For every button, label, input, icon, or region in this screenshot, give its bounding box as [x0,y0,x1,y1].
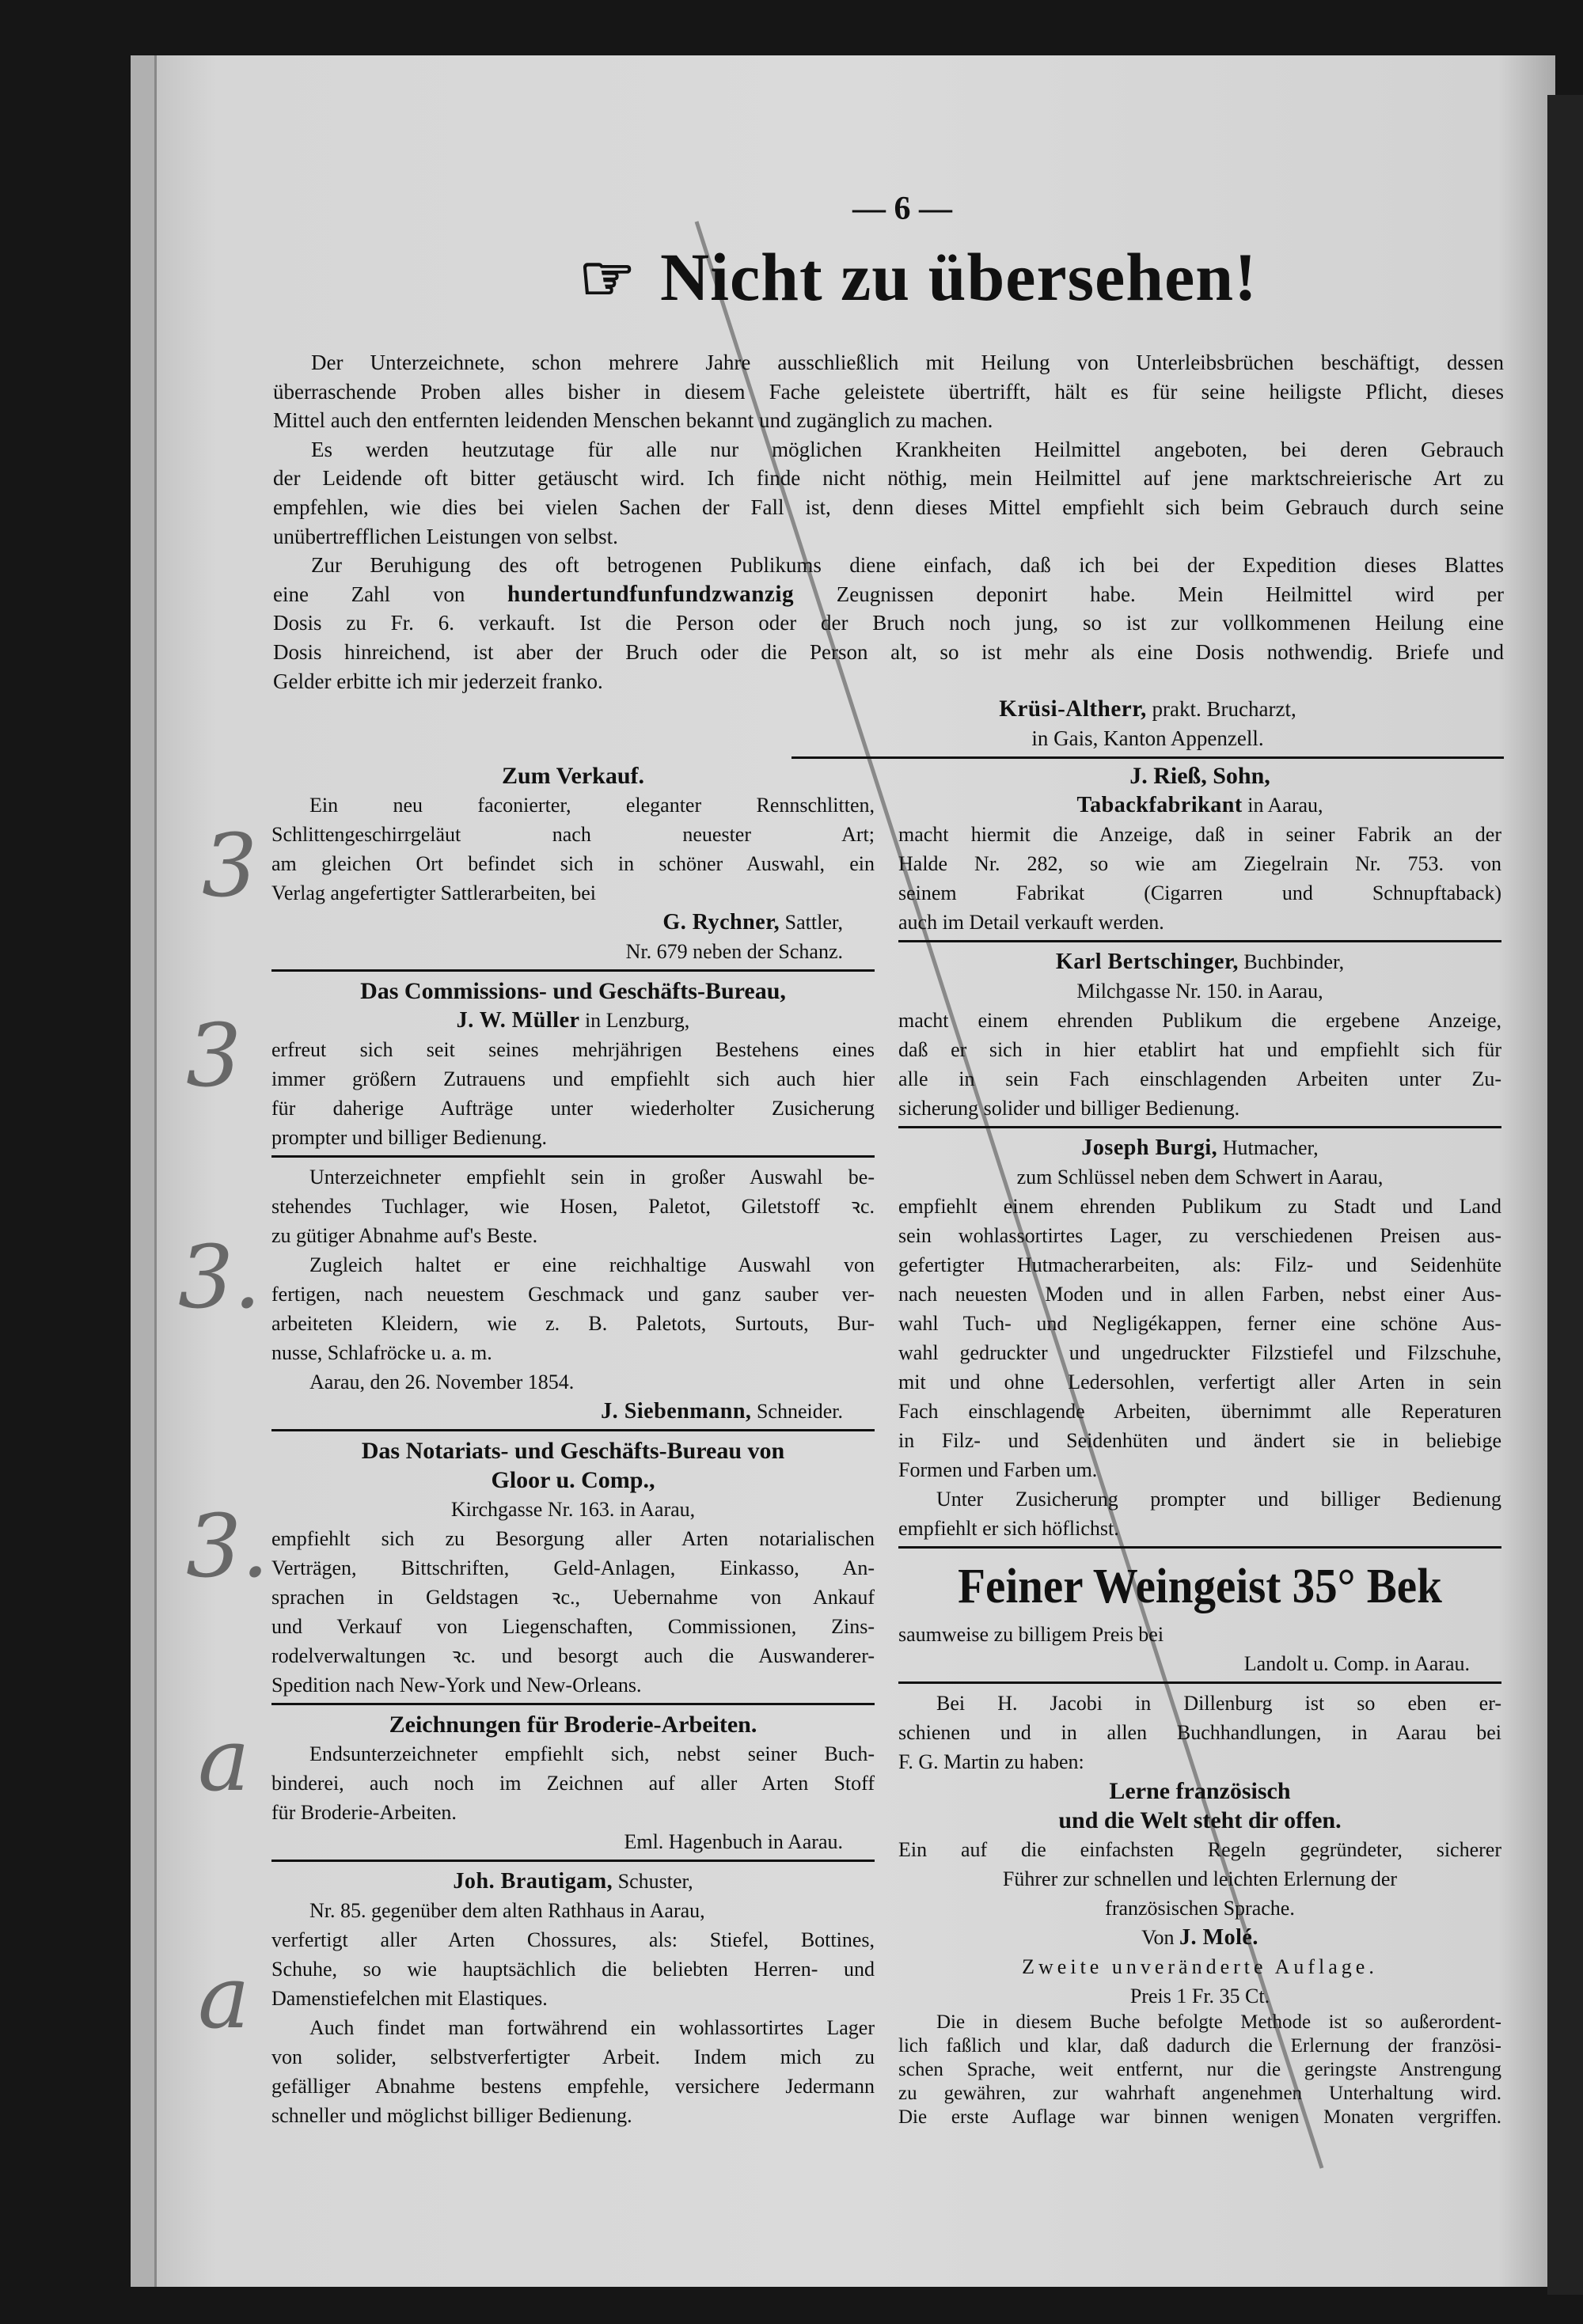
text-line [271,1006,875,1035]
divider [271,1155,875,1158]
text-line: französischen Sprache. [1105,1897,1295,1920]
margin-mark: 3. [186,1496,269,1597]
text-line: unübertrefflichen Leistungen von selbst. [273,524,618,548]
text-line: Zweite unveränderte Auflage. [1022,1955,1378,1978]
text-line: erfreut sich seit seines mehrjährigen Bestehens eines [271,1038,875,1061]
text-line: Ein auf die einfachsten Regeln gegründeter, sicherer [898,1838,1501,1861]
advertiser-name: J. Molé. [1179,1925,1258,1950]
text-line: und die Welt steht dir offen. [1058,1807,1342,1833]
page-number: — 6 — [852,191,952,227]
text-line: empfehlen, wie dies bei vielen Sachen der Fall ist, denn dieses Mittel empfiehlt sich beim Gebrauch durch seine [273,495,1504,519]
text-line: zum Schlüssel neben dem Schwert in Aarau, [1016,1166,1384,1189]
text-span: Von [1141,1926,1180,1949]
text-line: gefälliger Abnahme bestens empfehle, versichere Jedermann [271,2075,875,2098]
text-line: zu gütiger Abnahme auf's Beste. [271,1224,538,1247]
margin-mark: 3. [178,1226,261,1328]
text-span: Zeugnissen deponirt habe. Mein Heilmittel wird per [794,582,1505,606]
advertiser-name: Joseph Burgi, [1081,1135,1218,1160]
advertisement [898,1133,1501,1543]
advertiser-name: Karl Bertschinger, [1055,950,1239,974]
text-line: immer größern Zutrauens und empfiehlt sich auch hier [271,1067,875,1090]
text-line: Verlag angefertigter Sattlerarbeiten, bei [271,881,597,904]
text-span: Sattler, [780,911,843,934]
advertisement [898,1553,1501,1678]
text-line: Dosis zu Fr. 6. verkauft. Ist die Person oder der Bruch noch jung, so ist zur vollkommenen Heilung eine [273,611,1504,635]
margin-mark: a [198,1709,250,1810]
text-line: Gelder erbitte ich mir jederzeit franko. [273,669,603,693]
text-line: in Filz- und Seidenhüten und ändert sie in beliebige [898,1429,1501,1452]
text-line: verfertigt aller Arten Chossures, als: Stiefel, Bottines, [271,1928,875,1951]
text-line: Unter Zusicherung prompter und billiger Bedienung [936,1488,1501,1511]
text-line: macht einem ehrenden Publikum die ergebene Anzeige, [898,1009,1501,1032]
text-line: zu gewähren, zur wahrhaft angenehmen Unterhaltung wird. [898,2083,1501,2104]
text-line: der Leidende oft bitter getäuscht wird. Ich finde nicht nöthig, mein Heilmittel auf jene marktschreierische Art zu [273,466,1504,491]
advertisement [271,1436,875,1700]
text-span: prakt. Brucharzt, [1146,697,1296,721]
text-line: Preis 1 Fr. 35 Ct. [1129,1985,1270,2007]
divider [898,1681,1501,1684]
text-line: auch im Detail verkauft werden. [898,911,1164,934]
text-line: sprachen in Geldstagen ꝛc., Uebernahme von Ankauf [271,1586,875,1609]
advertiser-name: Joh. Brautigam, [453,1869,613,1894]
text-line: wahl Tuch- und Negligékappen, ferner eine schöne Aus- [898,1312,1501,1335]
notice-heilmittel [273,348,1504,696]
text-line: binderei, auch noch im Zeichnen auf aller Arten Stoff [271,1772,875,1795]
margin-mark: 3 [186,1005,241,1106]
text-line: Bei H. Jacobi in Dillenburg ist so eben er- [936,1692,1501,1715]
text-line [273,580,1504,609]
text-line: von solider, selbstverfertigter Arbeit. Indem mich zu [271,2045,875,2068]
text-line: wahl gedruckter und ungedruckter Filzstiefel und Filzschuhe, [898,1341,1501,1364]
text-span: in Lenzburg, [579,1009,690,1032]
text-line: nach neuesten Moden und in allen Farben, nebst einer Aus- [898,1283,1501,1306]
text-line: empfiehlt sich zu Besorgung aller Arten notarialischen [271,1527,875,1550]
text-line: Lerne französisch [1109,1778,1291,1804]
text-line: Nr. 85. gegenüber dem alten Rathhaus in Aarau, [309,1899,705,1922]
left-column [271,761,875,2130]
text-line: überraschende Proben alles bisher in diesem Fache geleistete übertrifft, hält es für seine heiligste Pflicht, dieses [273,379,1504,404]
divider [898,940,1501,942]
text-line [792,695,1504,724]
text-line: macht hiermit die Anzeige, daß in seiner Fabrik an der [898,823,1501,846]
advertiser-name: Krüsi-Altherr, [999,696,1147,722]
advertisement [898,761,1501,937]
text-line: arbeiteten Kleidern, wie z. B. Paletots, Surtouts, Bur- [271,1312,875,1335]
text-line: Zum Verkauf. [501,763,645,789]
divider [271,1703,875,1705]
text-line: Zugleich haltet er eine reichhaltige Auswahl von [309,1253,875,1276]
margin-mark: a [198,1947,250,2048]
text-line: schen Sprache, weit entfernt, nur die geringste Anstrengung [898,2059,1501,2080]
divider [898,1546,1501,1549]
text-line: Landolt u. Comp. in Aarau. [1243,1652,1470,1675]
text-line: rodelverwaltungen ꝛc. und besorgt auch die Auswanderer- [271,1644,875,1667]
text-line: Gloor u. Comp., [491,1467,655,1493]
right-column [898,761,1501,2129]
advertisement [271,1867,875,2130]
text-line: Fach einschlagende Arbeiten, übernimmt alle Reperaturen [898,1400,1501,1423]
advertisement [898,947,1501,1123]
text-line: fertigen, nach neuestem Geschmack und ganz sauber ver- [271,1283,875,1306]
text-span: eine Zahl von [273,582,508,606]
text-span: Schuster, [613,1870,693,1893]
advertisement [898,1689,1501,2129]
text-line [271,1397,875,1426]
text-line: gefertigter Hutmacherarbeiten, als: Filz- und Seidenhüte [898,1253,1501,1276]
text-line: Zeichnungen für Broderie-Arbeiten. [389,1712,757,1738]
divider [271,969,875,972]
text-line: Unterzeichneter empfiehlt sein in großer Auswahl be- [309,1166,875,1189]
divider [271,1429,875,1431]
text-line: Mittel auch den entfernten leidenden Menschen bekannt und zugänglich zu machen. [273,408,993,433]
text-line [898,790,1501,820]
text-line: stehendes Tuchlager, wie Hosen, Paletot, Giletstoff ꝛc. [271,1195,875,1218]
text-line: Feiner Weingeist 35° Bek [958,1560,1442,1613]
advertiser-name: J. Siebenmann, [601,1399,752,1424]
text-line: Zur Beruhigung des oft betrogenen Publikums diene einfach, daß ich bei der Expedition dieses Blattes [311,553,1504,578]
text-line: empfiehlt er sich höflichst. [898,1517,1119,1540]
title-text: Nicht zu übersehen! [659,239,1258,315]
page-title [443,237,1393,317]
pointing-hand-icon: ☞ [579,245,636,314]
text-line: J. Rieß, Sohn, [1129,763,1270,789]
text-line: Das Notariats- und Geschäfts-Bureau von [361,1438,785,1464]
text-line: Führer zur schnellen und leichten Erlernung der [1002,1867,1398,1890]
text-line: Die erste Auflage war binnen wenigen Monaten vergriffen. [898,2106,1501,2128]
text-line: Aarau, den 26. November 1854. [309,1371,575,1393]
text-line: prompter und billiger Bedienung. [271,1126,548,1149]
text-line: am gleichen Ort befindet sich in schöner Auswahl, ein [271,852,875,875]
text-line: Ein neu faconierter, eleganter Rennschlitten, [309,794,875,817]
divider [898,1126,1501,1128]
advertisement [271,976,875,1152]
text-line: Schuhe, so wie hauptsächlich die beliebten Herren- und [271,1958,875,1981]
text-line [898,947,1501,976]
text-line: sicherung solider und billiger Bedienung. [898,1097,1240,1120]
text-line: Nr. 679 neben der Schanz. [625,940,843,963]
text-line: F. G. Martin zu haben: [898,1750,1084,1773]
text-line: Dosis hinreichend, ist aber der Bruch oder die Person alt, so ist mehr als eine Dosis nothwendig. Briefe und [273,639,1504,664]
text-line: sein wohlassortirtes Lager, zu verschiedenen Preisen aus- [898,1224,1501,1247]
advertiser-name: hundertundfunfundzwanzig [507,581,795,607]
advertiser-name: Tabackfabrikant [1076,793,1243,817]
text-line: Spedition nach New-York und New-Orleans. [271,1674,642,1697]
text-line: Der Unterzeichnete, schon mehrere Jahre ausschließlich mit Heilung von Unterleibsbrüchen beschäftigt, dessen [311,351,1504,374]
text-line: Schlittengeschirrgeläut nach neuester Art; [271,823,875,846]
advertiser-name: G. Rychner, [662,910,780,935]
text-line: mit und ohne Ledersohlen, verfertigt aller Arten in sein [898,1371,1501,1393]
text-line: Milchgasse Nr. 150. in Aarau, [1076,980,1323,1003]
text-line: empfiehlt einem ehrenden Publikum zu Stadt und Land [898,1195,1501,1218]
text-line: schneller und möglichst billiger Bedienung. [271,2104,632,2127]
text-line: lich faßlich und klar, daß dadurch die Erlernung der französi- [898,2035,1501,2057]
advertisement [271,1162,875,1426]
text-line: schienen und in allen Buchhandlungen, in Aarau bei [898,1721,1501,1744]
text-span: Buchbinder, [1238,950,1345,973]
advertiser-name: J. W. Müller [456,1008,580,1033]
advertisement [271,1710,875,1856]
text-line [898,1923,1501,1952]
text-line: Endsunterzeichneter empfiehlt sich, nebst seiner Buch- [309,1742,875,1765]
text-line: Auch findet man fortwährend ein wohlassortirtes Lager [309,2016,875,2039]
margin-mark: 3 [202,815,257,916]
text-line: Halde Nr. 282, so wie am Ziegelrain Nr. 753. von [898,852,1501,875]
divider [792,756,1504,759]
text-line: saumweise zu billigem Preis bei [898,1623,1164,1646]
text-line: Damenstiefelchen mit Elastiques. [271,1987,548,2010]
text-line: für Broderie-Arbeiten. [271,1801,457,1824]
text-span: Schneider. [751,1400,843,1423]
text-line: Kirchgasse Nr. 163. in Aarau, [450,1498,696,1521]
divider [271,1860,875,1862]
text-line [271,908,875,937]
text-line: seinem Fabrikat (Cigarren und Schnupftaback) [898,881,1501,904]
text-span: in Aarau, [1242,794,1323,817]
text-line: Eml. Hagenbuch in Aarau. [624,1830,843,1853]
text-line: Es werden heutzutage für alle nur möglichen Krankheiten Heilmittel angeboten, bei deren Gebrauch [311,437,1504,461]
text-span: Hutmacher, [1217,1136,1319,1159]
text-line: nusse, Schlafröcke u. a. m. [271,1341,492,1364]
text-line [898,1133,1501,1162]
text-line: Formen und Farben um. [898,1458,1098,1481]
text-line [271,1867,875,1896]
text-line: für daherige Aufträge unter wiederholter Zusicherung [271,1097,875,1120]
text-line: Die in diesem Buche befolgte Methode ist so außerordent- [936,2011,1501,2033]
text-line: alle in sein Fach einschlagenden Arbeiten unter Zu- [898,1067,1501,1090]
text-line: Verträgen, Bittschriften, Geld-Anlagen, Einkasso, An- [271,1556,875,1579]
notice-signature [792,695,1504,764]
text-line: Das Commissions- und Geschäfts-Bureau, [360,978,786,1004]
text-line: und Verkauf von Liegenschaften, Commissionen, Zins- [271,1615,875,1638]
text-line: daß er sich in hier etablirt hat und empfiehlt sich für [898,1038,1501,1061]
advertisement [271,761,875,966]
text-line: in Gais, Kanton Appenzell. [1031,726,1264,750]
